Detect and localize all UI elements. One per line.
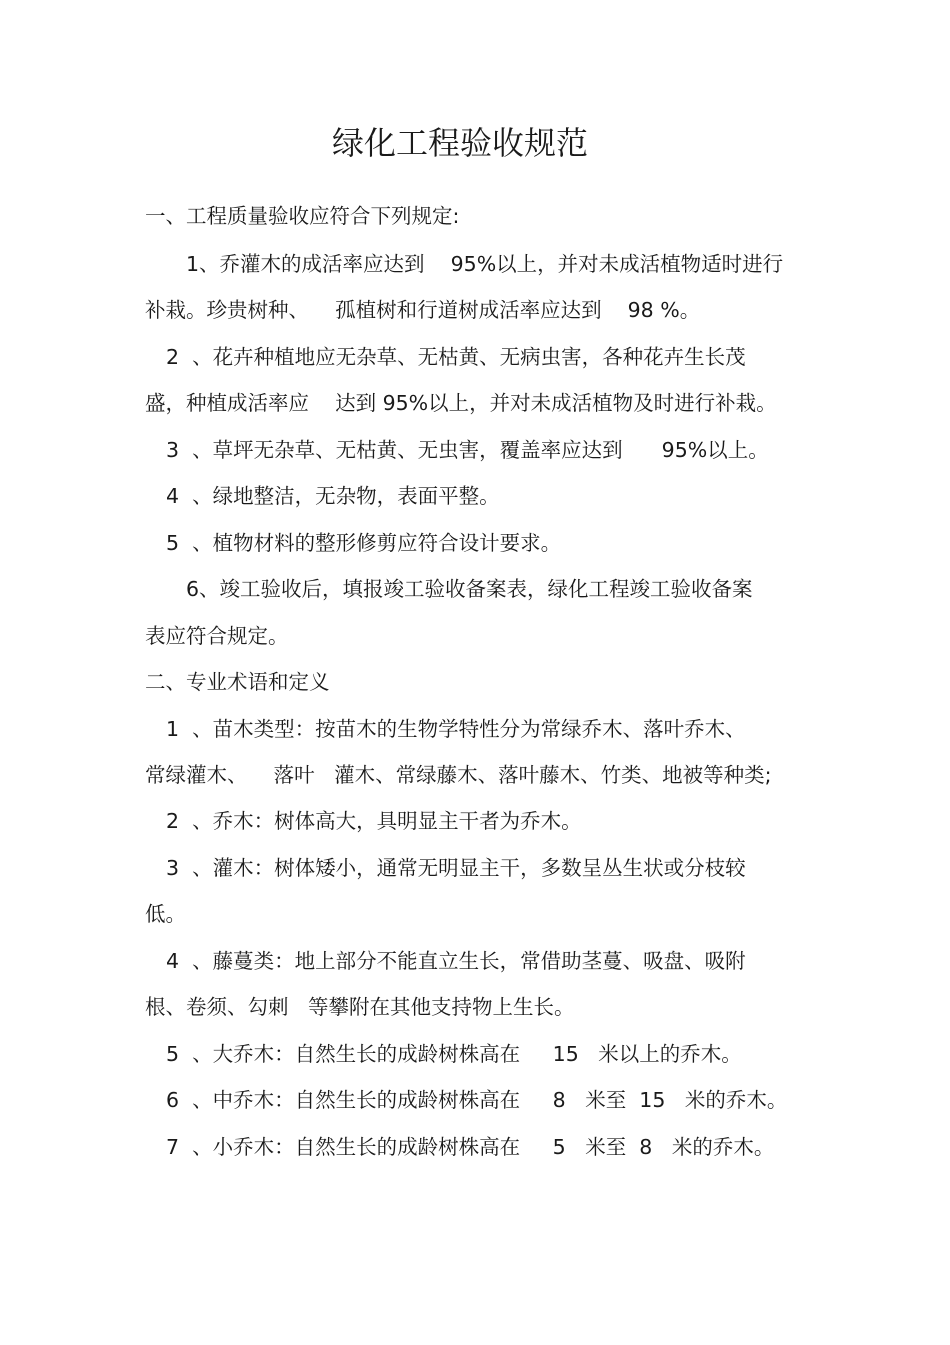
paragraph-line: 1、乔灌木的成活率应达到 95%以上，并对未成活植物适时进行 [186,252,784,276]
paragraph-line: 低。 [145,902,186,926]
paragraph-line: 1 、苗木类型：按苗木的生物学特性分为常绿乔木、落叶乔木、 [166,717,746,741]
paragraph-line: 3 、草坪无杂草、无枯黄、无虫害，覆盖率应达到 95%以上。 [166,438,769,462]
paragraph-line: 3 、灌木：树体矮小，通常无明显主干，多数呈丛生状或分枝较 [166,856,746,880]
paragraph-line: 5 、大乔木：自然生长的成龄树株高在 15 米以上的乔木。 [166,1042,742,1066]
paragraph-line: 补栽。珍贵树种、 孤植树和行道树成活率应达到 98 %。 [145,298,701,322]
paragraph-line: 常绿灌木、 落叶 灌木、常绿藤木、落叶藤木、竹类、地被等种类; [145,763,772,787]
paragraph-line: 7 、小乔木：自然生长的成龄树株高在 5 米至 8 米的乔木。 [166,1135,775,1159]
paragraph-line: 2 、乔木：树体高大，具明显主干者为乔木。 [166,809,582,833]
paragraph-line: 根、卷须、勾刺 等攀附在其他支持物上生长。 [145,995,575,1019]
paragraph-line: 4 、绿地整洁，无杂物，表面平整。 [166,484,500,508]
paragraph-line: 6 、中乔木：自然生长的成龄树株高在 8 米至 15 米的乔木。 [166,1088,788,1112]
paragraph-line: 表应符合规定。 [145,624,289,648]
paragraph-line: 6、竣工验收后，填报竣工验收备案表，绿化工程竣工验收备案 [186,577,753,601]
section-heading-2: 二、专业术语和定义 [145,670,330,694]
paragraph-line: 盛，种植成活率应 达到 95%以上，并对未成活植物及时进行补栽。 [145,391,777,415]
section-heading-1: 一、工程质量验收应符合下列规定: [145,204,460,228]
document-title: 绿化工程验收规范 [331,124,588,162]
paragraph-line: 5 、植物材料的整形修剪应符合设计要求。 [166,531,562,555]
paragraph-line: 4 、藤蔓类：地上部分不能直立生长，常借助茎蔓、吸盘、吸附 [166,949,746,973]
paragraph-line: 2 、花卉种植地应无杂草、无枯黄、无病虫害，各种花卉生长茂 [166,345,746,369]
